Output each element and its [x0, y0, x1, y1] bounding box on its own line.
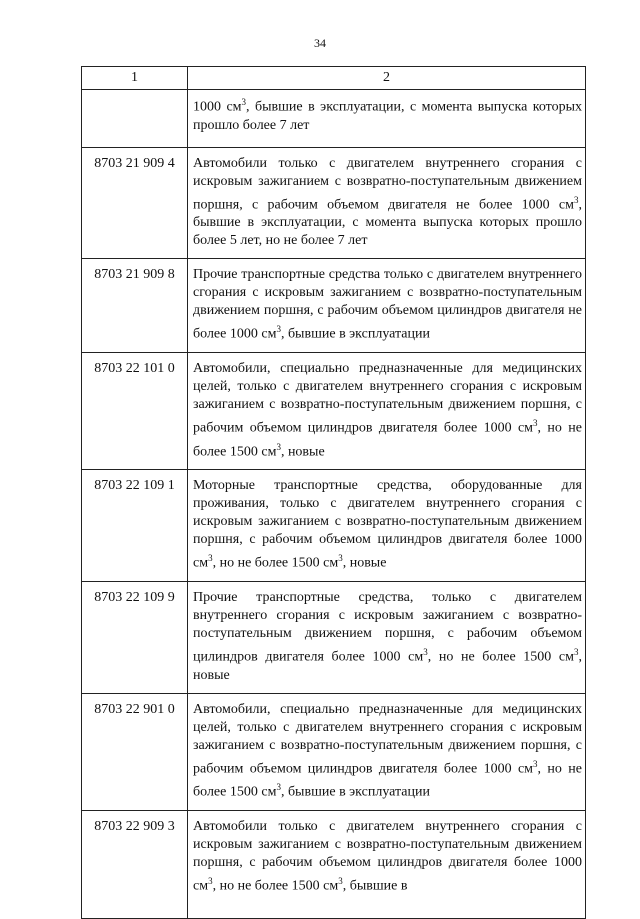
table-row: [82, 693, 586, 810]
description-text: Моторные транспортные средства, оборудованные для проживания, только с двигателем внутреннего сгорания с искровым зажиганием с возвратно-поступательным движением поршня, с рабочим объемом цилиндров двигателя более 1000 см: [193, 478, 582, 571]
commodity-code: 8703 21 909 4: [82, 147, 188, 259]
description-text: , бывшие в эксплуатации, с момента выпуска которых прошло более 5 лет, но не более 7 лет: [193, 197, 582, 249]
description-text: , новые: [280, 444, 325, 460]
description-text: , но не более 1500 см: [212, 878, 339, 894]
commodity-code: 8703 22 909 3: [82, 810, 188, 918]
description-text: , но не более 1500 см: [193, 420, 582, 460]
table-row: [82, 90, 586, 148]
commodity-description: [188, 810, 586, 918]
table-row: [82, 352, 586, 469]
superscript-exponent: 3: [574, 646, 579, 657]
table-row: [82, 147, 586, 259]
description-text: Автомобили только с двигателем внутреннего сгорания с искровым зажиганием с возвратно-поступательным движением поршня, с рабочим объемом цилиндров двигателя более 1000 см: [193, 818, 582, 894]
commodity-code: [82, 90, 188, 148]
description-text: , но не более 1500 см: [193, 761, 582, 800]
commodity-description: [188, 581, 586, 693]
commodity-code: 8703 22 109 1: [82, 470, 188, 582]
description-text: Автомобили, специально предназначенные для медицинских целей, только с двигателем внутреннего сгорания с искровым зажиганием с возвратно-поступательным движением поршня, с рабочим объемом цилиндров двигателя более 1000 см: [193, 360, 582, 436]
column-header-description: 2: [188, 67, 586, 90]
table-row: [82, 259, 586, 353]
column-header-code: 1: [82, 67, 188, 90]
superscript-exponent: 3: [208, 553, 213, 564]
commodity-code: 8703 22 901 0: [82, 693, 188, 810]
superscript-exponent: 3: [276, 441, 281, 452]
description-text: Автомобили, специально предназначенные для медицинских целей, только с двигателем внутреннего сгорания с искровым зажиганием с возвратно-поступательным движением поршня, с рабочим объемом цилиндров двигателя более 1000 см: [193, 701, 582, 777]
description-text: , новые: [193, 649, 582, 683]
superscript-exponent: 3: [574, 194, 579, 205]
superscript-exponent: 3: [338, 875, 343, 886]
description-text: , но не более 1500 см: [212, 555, 339, 571]
description-text: Автомобили только с двигателем внутреннего сгорания с искровым зажиганием с возвратно-поступательным движением поршня, с рабочим объемом двигателя не более 1000 см: [193, 155, 582, 213]
page-number: 34: [314, 36, 326, 50]
description-text: Прочие транспортные средства, только с двигателем внутреннего сгорания с искровым зажиганием с возвратно-поступательным движением поршня, с рабочим объемом цилиндров двигателя более 1000 см: [193, 589, 582, 665]
header-row: [82, 67, 586, 90]
tariff-table: [81, 66, 586, 919]
commodity-description: [188, 352, 586, 469]
superscript-exponent: 3: [276, 324, 281, 335]
commodity-description: [188, 470, 586, 582]
description-text: , новые: [342, 555, 387, 571]
superscript-exponent: 3: [423, 646, 428, 657]
superscript-exponent: 3: [208, 875, 213, 886]
superscript-exponent: 3: [533, 758, 538, 769]
description-text: , но не более 1500 см: [427, 649, 574, 665]
superscript-exponent: 3: [338, 553, 343, 564]
table-row: [82, 810, 586, 918]
description-text: 1000 см: [193, 99, 242, 115]
superscript-exponent: 3: [276, 782, 281, 793]
description-text: , бывшие в: [342, 878, 408, 894]
superscript-exponent: 3: [241, 97, 247, 107]
commodity-code: 8703 22 109 9: [82, 581, 188, 693]
description-text: , бывшие в эксплуатации: [280, 326, 430, 342]
commodity-code: 8703 22 101 0: [82, 352, 188, 469]
description-text: , бывшие в эксплуатации, с момента выпуска которых прошло более 7 лет: [193, 99, 582, 133]
commodity-description: [188, 259, 586, 353]
commodity-description: [188, 90, 586, 148]
commodity-description: [188, 147, 586, 259]
description-text: Прочие транспортные средства только с двигателем внутреннего сгорания с искровым зажиганием с возвратно-поступательным движением поршня, с рабочим объемом цилиндров двигателя не более 1000 см: [193, 267, 582, 342]
table-row: [82, 470, 586, 582]
commodity-code: 8703 21 909 8: [82, 259, 188, 353]
commodity-description: [188, 693, 586, 810]
description-text: , бывшие в эксплуатации: [280, 784, 430, 800]
table-row: [82, 581, 586, 693]
superscript-exponent: 3: [533, 417, 538, 428]
